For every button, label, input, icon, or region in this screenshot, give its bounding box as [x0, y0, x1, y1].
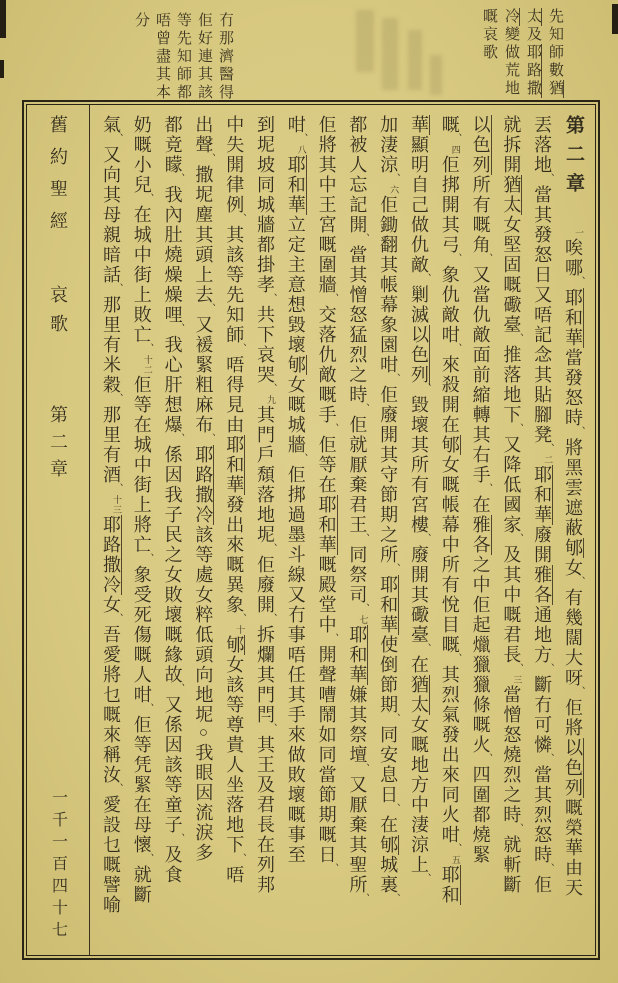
text-run: 在城中街上敗亡: [131, 205, 152, 345]
text-run: 象仇敵咁: [439, 265, 460, 345]
text-run: 加淒涼: [378, 115, 399, 175]
text-run: 那里有酒: [101, 405, 121, 485]
text-run: 愛設乜嘅譬喻: [101, 795, 121, 915]
text-run: 使倒節期: [378, 635, 399, 715]
text-run: 女堅固嘅礮臺: [501, 215, 522, 335]
marginal-note-right: [478, 8, 566, 102]
text-column: [219, 115, 249, 947]
text-run: 佢: [532, 875, 553, 895]
proper-noun: 雅各: [470, 515, 491, 555]
text-run: 其王及君長在列邦: [254, 735, 275, 895]
text-run: 又厭棄其聖所: [347, 775, 368, 895]
proper-noun: 以色列: [408, 325, 429, 385]
punctuation-mark: 、: [264, 613, 276, 623]
punctuation-mark: 、: [511, 663, 523, 673]
text-run: 其烈氣發出來同火咁: [439, 665, 460, 845]
punctuation-mark: 、: [295, 453, 307, 463]
punctuation-mark: 、: [449, 133, 461, 143]
page-inner-frame: [26, 104, 596, 956]
text-run: 在: [378, 815, 399, 835]
text-run: 女嘅城牆: [285, 375, 306, 455]
text-column: [558, 115, 588, 947]
text-run: 毀壞其所有宮樓: [408, 395, 429, 535]
proper-noun: 耶路撒冷: [193, 445, 214, 525]
text-run: 女: [101, 595, 121, 615]
text-column: [281, 115, 311, 947]
verse-number: 十三: [112, 495, 122, 515]
punctuation-mark: 、: [357, 893, 369, 903]
section-separator: ○: [195, 725, 212, 743]
text-run: 當發怒時: [562, 348, 583, 428]
proper-noun: 華: [408, 115, 429, 135]
text-run: 又係因該等童子: [162, 695, 183, 835]
text-run: 及: [525, 26, 541, 44]
punctuation-mark: 、: [480, 253, 492, 263]
proper-noun: 耶路撒冷: [503, 8, 541, 98]
proper-noun: 耶和華: [316, 495, 337, 555]
text-run: 象受死傷嘅人咁: [131, 565, 152, 705]
punctuation-mark: 、: [264, 383, 276, 393]
proper-noun: 耶和華: [562, 288, 583, 348]
proper-noun: 耶和華: [532, 465, 553, 525]
text-run: 該等處女粹低頭向地坭: [193, 525, 214, 725]
text-run: 當憎怒燒烈之時: [501, 685, 522, 825]
text-run: 氣: [101, 115, 121, 135]
punctuation-mark: 、: [172, 833, 184, 843]
punctuation-mark: 、: [357, 403, 369, 413]
punctuation-mark: 、: [141, 553, 153, 563]
punctuation-mark: 、: [203, 433, 215, 443]
punctuation-mark: 、: [572, 426, 584, 436]
text-column: [373, 115, 403, 947]
text-column: [188, 115, 218, 947]
text-run: 佢將: [562, 698, 583, 738]
text-run: 先知師數: [547, 8, 563, 80]
chapter-heading: 第二章: [562, 115, 584, 202]
bleed-through-mark: [382, 18, 398, 90]
scan-edge-mark: [0, 0, 6, 38]
proper-noun: 耶和: [439, 865, 460, 905]
text-run: 將黑雲遮蔽: [562, 438, 583, 538]
text-column: [158, 115, 188, 947]
punctuation-mark: 、: [542, 863, 554, 873]
text-run: 佢鋤翻其帳幕象園咁: [378, 195, 399, 375]
text-run: 佢廢開: [254, 555, 275, 615]
text-run: 又降低國家: [501, 435, 522, 535]
punctuation-mark: 、: [111, 783, 122, 793]
text-run: 佢等凭緊在母懷: [131, 715, 152, 855]
text-run: 所有嘅角: [470, 175, 491, 255]
page-number: 一千一百四十七: [49, 789, 67, 943]
text-column: [496, 115, 526, 947]
text-run: 佢挷開其弓: [439, 155, 460, 255]
proper-noun: 郇: [439, 435, 460, 455]
punctuation-mark: 、: [172, 433, 184, 443]
verse-number: 四: [450, 145, 461, 155]
proper-noun: 郇: [224, 635, 245, 655]
verse-number: 八: [296, 145, 307, 155]
punctuation-mark: 、: [326, 423, 338, 433]
punctuation-mark: 、: [111, 483, 122, 493]
punctuation-mark: 、: [326, 633, 338, 643]
proper-noun: 猶太: [501, 175, 522, 215]
verse-number: 一: [573, 228, 584, 238]
punctuation-mark: 、: [141, 193, 153, 203]
proper-noun: 雅各: [532, 565, 553, 605]
text-run: 嘅殿堂中: [316, 555, 337, 635]
text-run: 就斬斷: [501, 835, 522, 895]
text-run: 女嘅帳幕中所有悅目嘅: [439, 455, 460, 655]
punctuation-mark: 、: [449, 843, 461, 853]
text-run: 又當仇敵面前縮轉其右手: [470, 265, 491, 485]
punctuation-mark: 、: [449, 653, 461, 663]
text-run: 共下哀哭: [254, 305, 275, 385]
text-run: 四圍都燒緊: [470, 765, 491, 865]
proper-noun: 耶和華: [224, 435, 245, 495]
text-run: 唔得見由: [224, 355, 245, 435]
text-run: 到坭坡同城牆都掛孝: [254, 115, 275, 295]
punctuation-mark: 、: [111, 133, 122, 143]
text-run: 丟落地: [532, 115, 553, 175]
text-run: 我內肚燒燥燥哩: [162, 185, 183, 325]
text-column: [127, 115, 157, 947]
punctuation-mark: 、: [388, 803, 400, 813]
text-run: 中失開律例: [224, 115, 245, 215]
text-column: [342, 115, 372, 947]
punctuation-mark: 、: [449, 253, 461, 263]
punctuation-mark: 、: [172, 173, 184, 183]
text-run: 就拆開: [501, 115, 522, 175]
punctuation-mark: 、: [357, 533, 369, 543]
text-run: 就斷: [131, 865, 152, 905]
punctuation-mark: 、: [172, 323, 184, 333]
spine-column: [27, 105, 90, 955]
punctuation-mark: 、: [480, 483, 492, 493]
punctuation-mark: 、: [357, 763, 369, 773]
text-run: 吾愛將乜嘅來稱汝: [101, 625, 121, 785]
punctuation-mark: 、: [572, 276, 584, 286]
text-run: 有幾闊大呀: [562, 588, 583, 688]
verse-number: 二: [543, 455, 554, 465]
text-column: [435, 115, 465, 947]
text-run: 同安息日: [378, 725, 399, 805]
text-run: 又褑緊粗麻布: [193, 315, 214, 435]
punctuation-mark: 、: [511, 823, 523, 833]
text-run: 係因我子民之女敗壞嘅緣故: [162, 445, 183, 685]
punctuation-mark: 、: [388, 563, 400, 573]
verse-number: 九: [265, 395, 276, 405]
text-run: 冇那濟醫得佢好連其該等先知師都唔曾盡其本分: [133, 12, 233, 102]
punctuation-mark: 、: [326, 293, 338, 303]
text-run: 嘅: [439, 115, 460, 135]
punctuation-mark: 、: [203, 303, 215, 313]
punctuation-mark: 、: [264, 723, 276, 733]
proper-noun: 郇: [378, 835, 399, 855]
text-column: [96, 115, 126, 947]
text-run: 變做荒地嘅哀歌: [481, 8, 519, 98]
punctuation-mark: 、: [418, 383, 430, 393]
text-run: 嫌其祭壇: [347, 685, 368, 765]
punctuation-mark: 、: [542, 753, 554, 763]
text-run: 城裏: [378, 855, 399, 895]
punctuation-mark: 、: [480, 753, 492, 763]
text-run: 咁: [285, 115, 306, 135]
text-run: 推落地下: [501, 345, 522, 425]
text-run: 交落仇敵嘅手: [316, 305, 337, 425]
text-run: 佢等在城中街上將亡: [131, 375, 152, 555]
text-run: 及其中嘅君長: [501, 545, 522, 665]
scan-edge-mark: [612, 4, 618, 34]
section-title: 哀歌: [48, 285, 68, 343]
text-run: 廢開其礮臺: [408, 545, 429, 645]
punctuation-mark: 、: [418, 533, 430, 543]
verse-number: 三: [512, 675, 523, 685]
text-run: 那里有米穀: [101, 295, 121, 395]
punctuation-mark: 、: [388, 173, 400, 183]
bleed-through-mark: [356, 10, 374, 72]
punctuation-mark: 、: [264, 293, 276, 303]
proper-noun: 耶和華: [378, 575, 399, 635]
text-run: 開聲嘈鬧如同當節期嘅日: [316, 645, 337, 865]
marginal-note-left: [130, 12, 235, 106]
proper-noun: 郇: [562, 538, 583, 558]
proper-noun: 以色列: [470, 115, 491, 175]
verse-number: 五: [450, 855, 461, 865]
text-run: 拆爛其門閂: [254, 625, 275, 725]
proper-noun: 郇: [285, 355, 306, 375]
text-run: 顯明自己做仇敵: [408, 135, 429, 275]
punctuation-mark: 、: [357, 233, 369, 243]
bleed-through-mark: [430, 55, 442, 95]
punctuation-mark: 、: [449, 343, 461, 353]
proper-noun: 耶和華: [285, 155, 306, 215]
verse-number: 六: [389, 185, 400, 195]
punctuation-mark: 、: [388, 713, 400, 723]
text-column: [404, 115, 434, 947]
proper-noun: 猶太: [525, 8, 563, 98]
text-run: 唔: [224, 865, 245, 885]
punctuation-mark: 、: [234, 343, 246, 353]
punctuation-mark: 、: [572, 576, 584, 586]
proper-noun: 耶和華: [347, 625, 368, 685]
text-run: 佢就厭棄君王: [347, 415, 368, 535]
punctuation-mark: 、: [295, 133, 307, 143]
text-run: 在: [470, 495, 491, 515]
text-run: 撒坭塵其頭上去: [193, 165, 214, 305]
text-run: 廢開: [532, 525, 553, 565]
text-run: 佢將其中王宮嘅圍牆: [316, 115, 337, 295]
text-run: 斷冇可憐: [532, 675, 553, 755]
punctuation-mark: 、: [418, 273, 430, 283]
verse-number: 十: [235, 625, 246, 635]
punctuation-mark: 、: [234, 213, 246, 223]
text-column: [250, 115, 280, 947]
proper-noun: 以色列: [562, 738, 583, 798]
text-run: 奶嘅小兒: [131, 115, 152, 195]
text-run: 其門戶頹落地坭: [254, 405, 275, 545]
punctuation-mark: 、: [141, 853, 153, 863]
text-run: 我眼因流淚多: [193, 743, 214, 863]
text-run: 唉哪: [562, 238, 583, 278]
punctuation-mark: 、: [326, 863, 338, 873]
punctuation-mark: 、: [511, 533, 523, 543]
text-run: 又向其母親暗話: [101, 145, 121, 285]
text-run: 之中佢起爉獵獵條嘅火: [470, 555, 491, 755]
scan-edge-mark: [0, 60, 4, 78]
book-title: 舊約聖經: [48, 115, 68, 243]
text-run: 發出來嘅異象: [224, 495, 245, 615]
punctuation-mark: 、: [418, 643, 430, 653]
punctuation-mark: 、: [542, 173, 554, 183]
text-run: 當其發怒日又唔記念其貼腳凳: [532, 185, 553, 445]
text-run: 我心肝想爆: [162, 335, 183, 435]
text-run: 都竟矇: [162, 115, 183, 175]
text-column: [466, 115, 496, 947]
punctuation-mark: 、: [572, 686, 584, 696]
text-run: 其該等先知師: [224, 225, 245, 345]
punctuation-mark: 、: [542, 663, 554, 673]
punctuation-mark: 、: [418, 873, 430, 883]
verse-number: 十二: [142, 355, 153, 375]
text-run: 及食: [162, 845, 183, 885]
verse-number: 七: [358, 615, 369, 625]
punctuation-mark: 、: [203, 153, 215, 163]
bleed-through-mark: [408, 30, 422, 90]
text-run: 來殺開在: [439, 355, 460, 435]
punctuation-mark: 、: [172, 683, 184, 693]
punctuation-mark: 、: [511, 333, 523, 343]
scripture-text-block: [90, 105, 595, 955]
text-run: 當其烈怒時: [532, 765, 553, 865]
page-border-frame: [22, 100, 600, 960]
text-run: 佢挷過墨斗線又冇事唔任其手來做敗壞嘅事至: [285, 465, 306, 865]
punctuation-mark: 、: [388, 893, 400, 903]
text-run: 當其憎怒猛烈之時: [347, 245, 368, 405]
punctuation-mark: 、: [388, 373, 400, 383]
chapter-label: 第二章: [48, 405, 68, 486]
punctuation-mark: 、: [234, 613, 246, 623]
text-column: [312, 115, 342, 947]
text-run: 嘅榮華由天: [562, 798, 583, 898]
punctuation-mark: 、: [111, 613, 122, 623]
proper-noun: 猶太: [408, 675, 429, 715]
punctuation-mark: 、: [264, 543, 276, 553]
text-run: 在: [408, 655, 429, 675]
punctuation-mark: 、: [141, 703, 153, 713]
text-column: [527, 115, 557, 947]
text-run: 都被人忘記開: [347, 115, 368, 235]
text-run: 剿滅: [408, 285, 429, 325]
text-run: 佢廢開其守節期之所: [378, 385, 399, 565]
text-run: 立定主意想毀壞: [285, 215, 306, 355]
punctuation-mark: 、: [357, 603, 369, 613]
punctuation-mark: 、: [542, 443, 554, 453]
punctuation-mark: 、: [111, 283, 122, 293]
text-run: 女嘅地方中淒涼上: [408, 715, 429, 875]
punctuation-mark: 、: [111, 393, 122, 403]
punctuation-mark: 、: [511, 423, 523, 433]
text-run: 通地方: [532, 605, 553, 665]
text-run: 女該等尊貴人坐落地下: [224, 655, 245, 855]
text-run: 同祭司: [347, 545, 368, 605]
punctuation-mark: 、: [234, 853, 246, 863]
proper-noun: 耶路撒冷: [101, 515, 121, 595]
text-run: 佢等在: [316, 435, 337, 495]
punctuation-mark: 、: [141, 343, 153, 353]
text-run: 女: [562, 558, 583, 578]
text-run: 出聲: [193, 115, 214, 155]
